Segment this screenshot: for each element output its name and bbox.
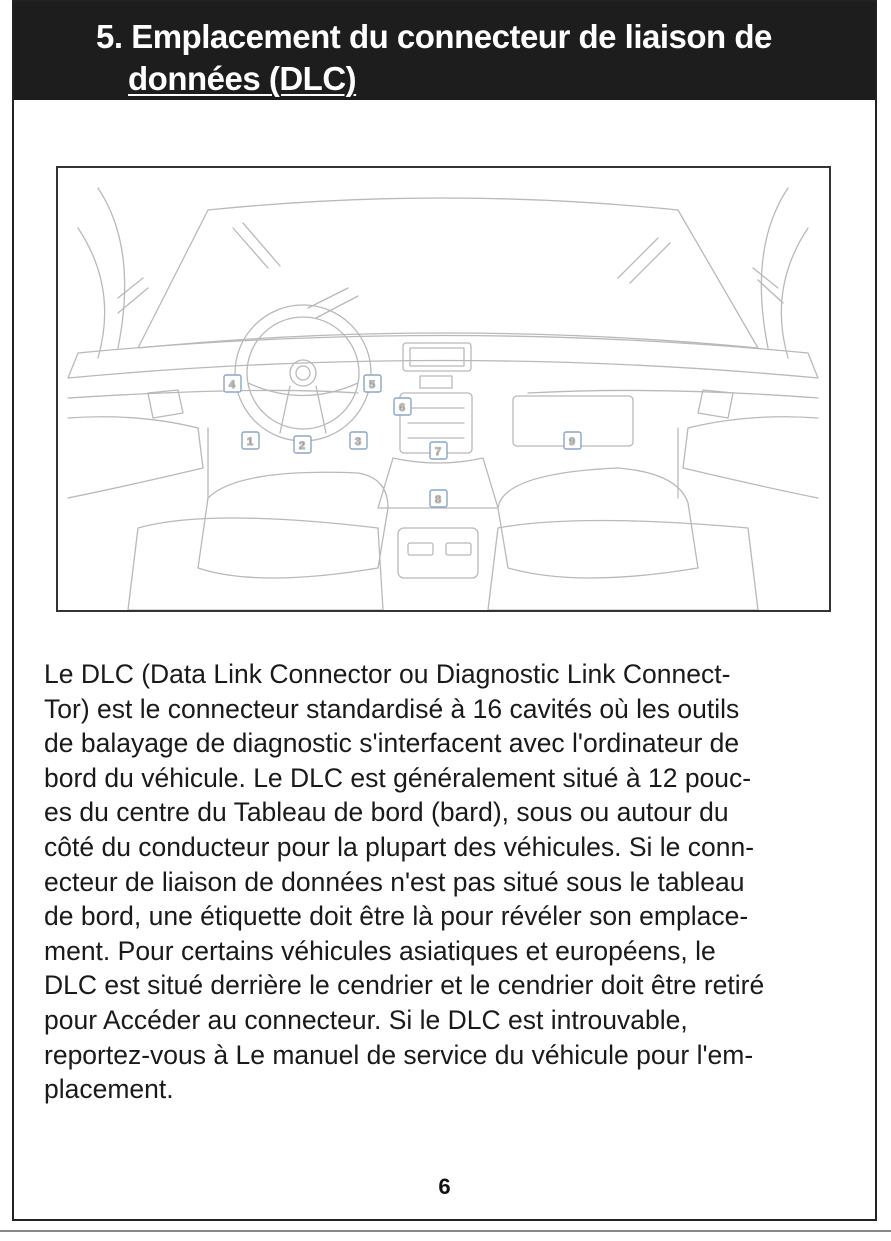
dlc-marker-8 [430, 490, 447, 507]
svg-text:9: 9 [569, 436, 576, 448]
right-door-panel [683, 417, 818, 498]
svg-text:5: 5 [369, 379, 376, 391]
manual-page [12, 0, 877, 1221]
left-a-pillar [98, 188, 125, 348]
dlc-marker-2 [294, 436, 311, 453]
right-a-pillar [761, 188, 788, 348]
center-console [378, 343, 498, 578]
svg-text:8: 8 [435, 494, 442, 506]
svg-text:3: 3 [355, 436, 362, 448]
svg-text:1: 1 [247, 436, 254, 448]
bottom-rule [0, 1230, 891, 1232]
section-header [14, 2, 875, 100]
page-number: 6 [438, 1174, 451, 1199]
dlc-description: Le DLC (Data Link Connector ou Diagnostic Link Connect- Tor) est le connecteur standardisé à 16 cavités où les outils de balayage de diagnostic s'interfacent avec l'ordinateur de bord du véhicule. Le DLC est généralement situé à 12 pouc- es du centre du Tableau de bord (bard), sous ou autour du côté du conducteur pour la plupart des véhicules. Si le conn- ecteur de liaison de données n'est pas situé sous le tableau de bord, une étiquette doit être là pour révéler son emplace- ment. Pour certains véhicules asiatiques et européens, le DLC est situé derrière le cendrier et le cendrier doit être retiré pour Accéder au connecteur. Si le DLC est introuvable, reportez-vous à Le manuel de service du véhicule pour l'em- placement. [44, 659, 765, 1105]
svg-text:4: 4 [229, 379, 236, 391]
glass-reflections [118, 223, 783, 318]
svg-text:7: 7 [435, 446, 442, 458]
left-door-panel [68, 417, 203, 498]
left-pillar-edge [78, 228, 105, 358]
section-title [96, 16, 856, 100]
dlc-marker-9 [564, 432, 581, 449]
svg-text:6: 6 [399, 402, 406, 414]
windshield [138, 198, 758, 348]
dlc-marker-3 [350, 432, 367, 449]
dlc-marker-6 [394, 398, 411, 415]
title-line-1: 5. Emplacement du connecteur de liaison de [96, 18, 772, 55]
right-vent [698, 390, 733, 418]
left-vent [148, 390, 183, 418]
dlc-marker-7 [430, 442, 447, 459]
dlc-marker-1 [242, 432, 259, 449]
dashboard-line [68, 390, 818, 398]
right-pillar-edge [781, 228, 808, 358]
dlc-marker-4 [224, 375, 241, 392]
title-line-2: données (DLC) [128, 60, 357, 97]
steering-wheel [235, 305, 371, 441]
dlc-marker-5 [364, 375, 381, 392]
svg-text:2: 2 [299, 440, 306, 452]
car-interior-drawing [58, 168, 829, 610]
dashboard-illustration [56, 166, 831, 612]
